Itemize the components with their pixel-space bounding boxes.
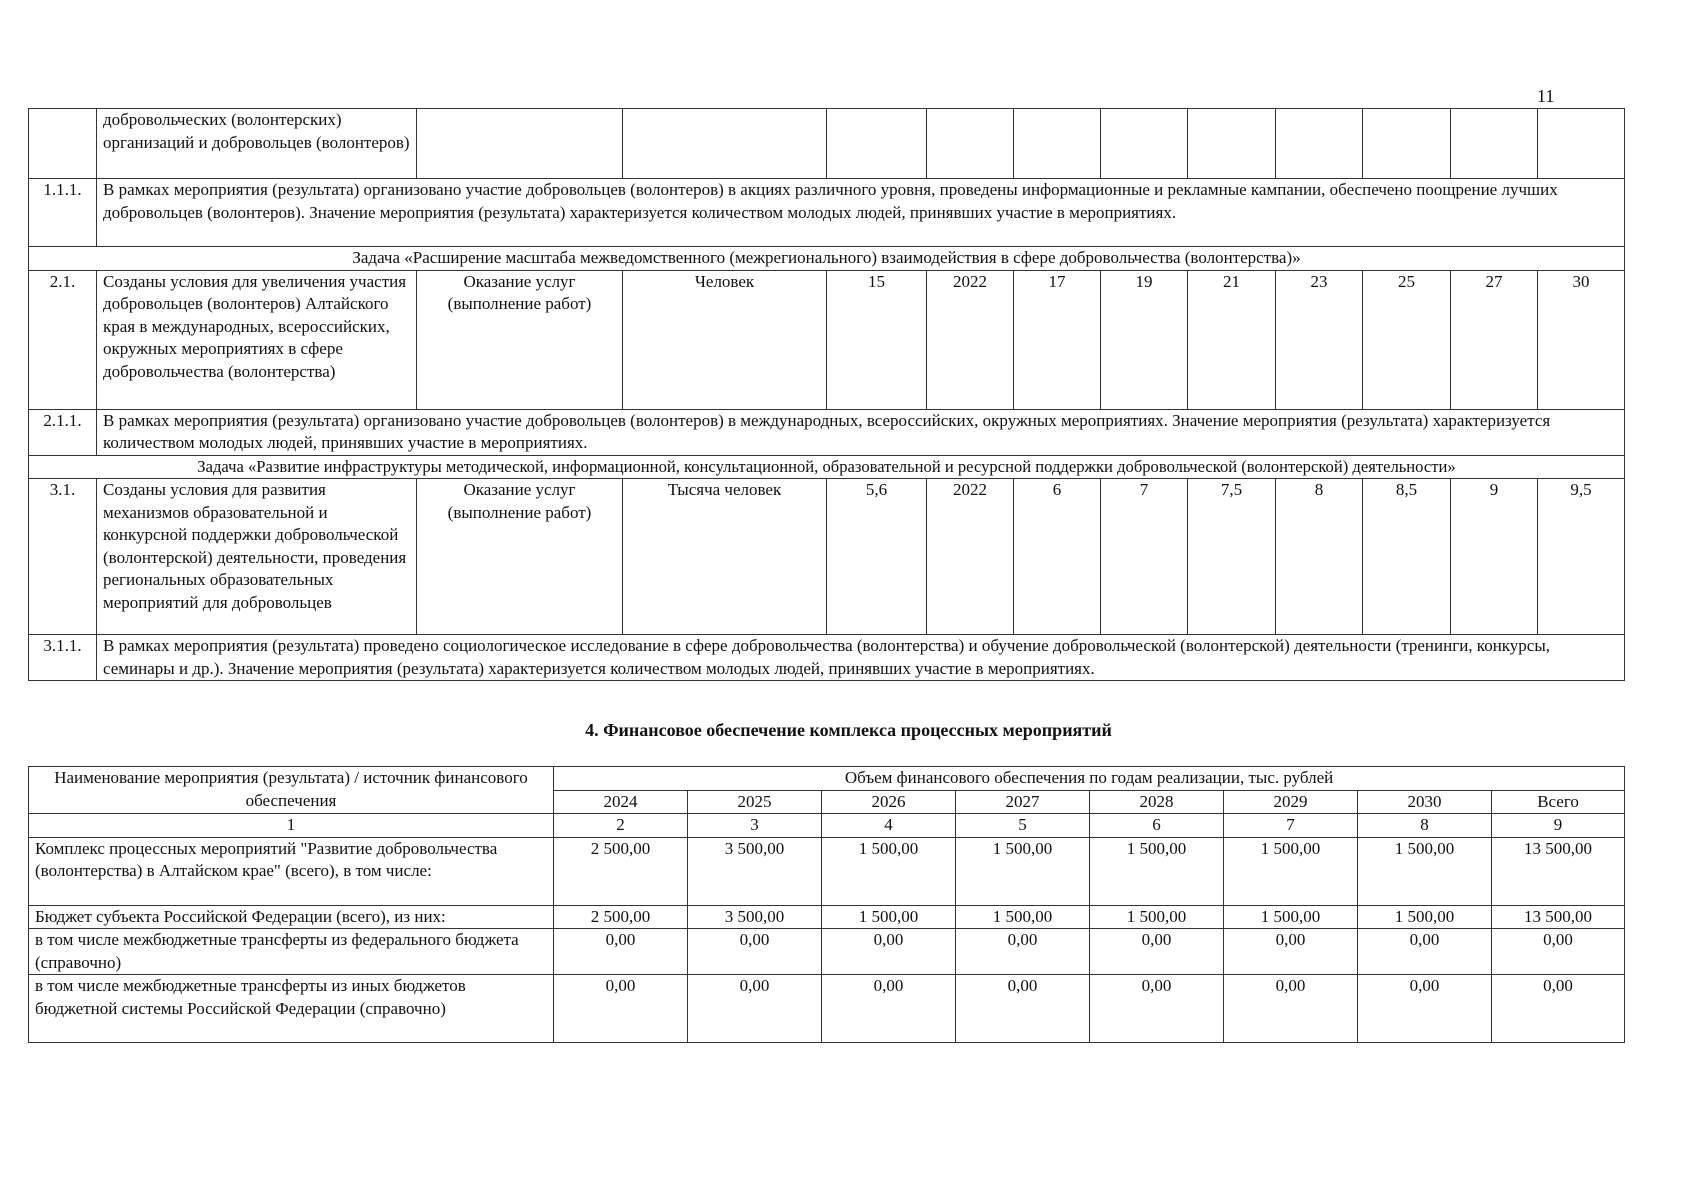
amount: 0,00 — [1224, 929, 1358, 975]
section-title: 4. Финансовое обеспечение комплекса процессных мероприятий — [585, 720, 1112, 740]
value-2026: 7,5 — [1188, 479, 1276, 635]
amount: 0,00 — [822, 929, 956, 975]
result-name: добровольческих (волонтерских) организаций и добровольцев (волонтеров) — [97, 109, 417, 179]
task-title: Задача «Развитие инфраструктуры методической, информационной, консультационной, образовательной и ресурсной поддержки добровольческой (волонтерской) деятельности» — [29, 455, 1625, 479]
col-number: 2 — [554, 814, 688, 838]
year-2029: 2029 — [1224, 790, 1358, 814]
source-name: Бюджет субъекта Российской Федерации (всего), из них: — [29, 905, 554, 929]
base-year: 2022 — [927, 270, 1014, 409]
amount: 1 500,00 — [1090, 905, 1224, 929]
value-2025: 7 — [1101, 479, 1188, 635]
amount: 0,00 — [1358, 929, 1492, 975]
amount-total: 13 500,00 — [1492, 905, 1625, 929]
financing-row — [29, 929, 1625, 975]
base-year: 2022 — [927, 479, 1014, 635]
amount: 0,00 — [822, 975, 956, 1043]
col-number: 5 — [956, 814, 1090, 838]
note-text: В рамках мероприятия (результата) организовано участие добровольцев (волонтеров) в международных, всероссийских, окружных мероприятиях. Значение мероприятия (результата) характеризуется количеством молодых людей, принявших участие в мероприятиях. — [97, 409, 1625, 455]
col-number: 1 — [29, 814, 554, 838]
result-type: Оказание услуг (выполнение работ) — [417, 270, 623, 409]
amount: 0,00 — [688, 975, 822, 1043]
column-numbers-row — [29, 814, 1625, 838]
result-name: Созданы условия для увеличения участия добровольцев (волонтеров) Алтайского края в международных, всероссийских, окружных мероприятиях в сфере добровольчества (волонтерства) — [97, 270, 417, 409]
result-type: Оказание услуг (выполнение работ) — [417, 479, 623, 635]
col-number: 4 — [822, 814, 956, 838]
row-number: 3.1. — [29, 479, 97, 635]
task-title: Задача «Расширение масштаба межведомственного (межрегионального) взаимодействия в сфере добровольчества (волонтерства)» — [29, 247, 1625, 271]
col-number: 3 — [688, 814, 822, 838]
financing-row — [29, 837, 1625, 905]
value-2029: 27 — [1451, 270, 1538, 409]
year-2026: 2026 — [822, 790, 956, 814]
value-2029: 9 — [1451, 479, 1538, 635]
value-2024: 17 — [1014, 270, 1101, 409]
amount: 0,00 — [1090, 929, 1224, 975]
value-2028: 8,5 — [1363, 479, 1451, 635]
value-2024: 6 — [1014, 479, 1101, 635]
amount-total: 0,00 — [1492, 929, 1625, 975]
source-name: Комплекс процессных мероприятий "Развитие добровольчества (волонтерства) в Алтайском крае" (всего), в том числе: — [29, 837, 554, 905]
amount: 1 500,00 — [1224, 905, 1358, 929]
amount: 0,00 — [1358, 975, 1492, 1043]
amount: 0,00 — [1224, 975, 1358, 1043]
amount-total: 0,00 — [1492, 975, 1625, 1043]
year-2024: 2024 — [554, 790, 688, 814]
value-2027: 23 — [1276, 270, 1363, 409]
amount: 1 500,00 — [822, 905, 956, 929]
amount: 1 500,00 — [956, 837, 1090, 905]
amount: 0,00 — [554, 975, 688, 1043]
financing-row — [29, 975, 1625, 1043]
financing-table — [28, 766, 1625, 1043]
amount: 2 500,00 — [554, 837, 688, 905]
row-number: 2.1. — [29, 270, 97, 409]
amount: 1 500,00 — [956, 905, 1090, 929]
note-text: В рамках мероприятия (результата) проведено социологическое исследование в сфере добровольчества (волонтерства) и обучение добровольческой (волонтерской) деятельности (тренинги, конкурсы, семинары и др.). Значение мероприятия (результата) характеризуется количеством молодых людей, принявших участие в мероприятиях. — [97, 635, 1625, 681]
page-number: 11 — [1537, 86, 1555, 106]
amount: 3 500,00 — [688, 837, 822, 905]
amount: 1 500,00 — [1358, 905, 1492, 929]
result-row-3-1 — [29, 479, 1625, 635]
results-table — [28, 108, 1625, 681]
financing-row — [29, 905, 1625, 929]
header-row — [29, 767, 1625, 791]
row-number: 3.1.1. — [29, 635, 97, 681]
task-row-2 — [29, 247, 1625, 271]
col-number: 7 — [1224, 814, 1358, 838]
base-value: 5,6 — [827, 479, 927, 635]
header-name: Наименование мероприятия (результата) / источник финансового обеспечения — [29, 767, 554, 814]
amount: 0,00 — [688, 929, 822, 975]
amount: 1 500,00 — [1224, 837, 1358, 905]
unit: Человек — [623, 270, 827, 409]
source-name: в том числе межбюджетные трансферты из федерального бюджета (справочно) — [29, 929, 554, 975]
year-2028: 2028 — [1090, 790, 1224, 814]
year-2030: 2030 — [1358, 790, 1492, 814]
value-2030: 30 — [1538, 270, 1625, 409]
continued-row — [29, 109, 1625, 179]
amount: 1 500,00 — [1358, 837, 1492, 905]
col-number: 8 — [1358, 814, 1492, 838]
year-2027: 2027 — [956, 790, 1090, 814]
source-name: в том числе межбюджетные трансферты из иных бюджетов бюджетной системы Российской Федерации (справочно) — [29, 975, 554, 1043]
row-number: 2.1.1. — [29, 409, 97, 455]
note-row-3-1-1 — [29, 635, 1625, 681]
value-2030: 9,5 — [1538, 479, 1625, 635]
value-2027: 8 — [1276, 479, 1363, 635]
amount: 0,00 — [956, 975, 1090, 1043]
amount: 3 500,00 — [688, 905, 822, 929]
unit: Тысяча человек — [623, 479, 827, 635]
result-name: Созданы условия для развития механизмов образовательной и конкурсной поддержки добровольческой (волонтерской) деятельности, проведения региональных образовательных мероприятий для добровольцев — [97, 479, 417, 635]
header-volume: Объем финансового обеспечения по годам реализации, тыс. рублей — [554, 767, 1625, 791]
result-row-2-1 — [29, 270, 1625, 409]
col-number: 6 — [1090, 814, 1224, 838]
year-2025: 2025 — [688, 790, 822, 814]
value-2028: 25 — [1363, 270, 1451, 409]
amount: 1 500,00 — [1090, 837, 1224, 905]
amount: 2 500,00 — [554, 905, 688, 929]
value-2025: 19 — [1101, 270, 1188, 409]
amount: 0,00 — [956, 929, 1090, 975]
amount: 0,00 — [554, 929, 688, 975]
amount-total: 13 500,00 — [1492, 837, 1625, 905]
note-text: В рамках мероприятия (результата) организовано участие добровольцев (волонтеров) в акциях различного уровня, проведены информационные и рекламные кампании, обеспечено поощрение лучших добровольцев (волонтеров). Значение мероприятия (результата) характеризуется количеством молодых людей, принявших участие в мероприятиях. — [97, 179, 1625, 247]
row-number: 1.1.1. — [29, 179, 97, 247]
note-row-2-1-1 — [29, 409, 1625, 455]
note-row-1-1-1 — [29, 179, 1625, 247]
amount: 0,00 — [1090, 975, 1224, 1043]
col-number: 9 — [1492, 814, 1625, 838]
year-total: Всего — [1492, 790, 1625, 814]
task-row-3 — [29, 455, 1625, 479]
amount: 1 500,00 — [822, 837, 956, 905]
value-2026: 21 — [1188, 270, 1276, 409]
base-value: 15 — [827, 270, 927, 409]
